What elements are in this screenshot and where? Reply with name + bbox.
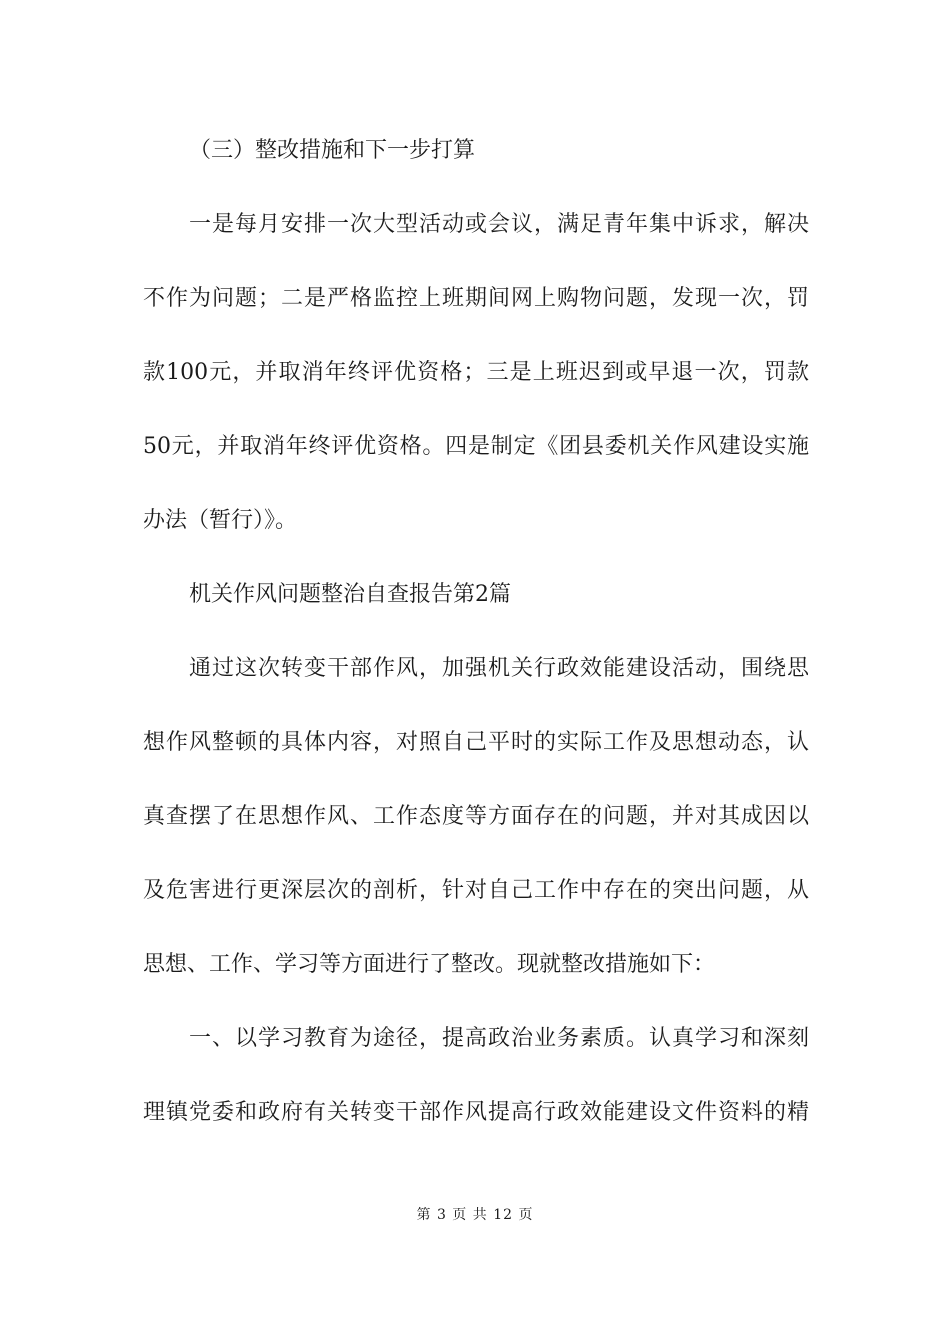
section-title: 机关作风问题整治自查报告第2篇 — [189, 582, 511, 607]
paragraph-line: 不作为问题；二是严格监控上班期间网上购物问题，发现一次，罚 — [143, 286, 809, 311]
paragraph-line: 一、以学习教育为途径，提高政治业务素质。认真学习和深刻 — [189, 1026, 809, 1051]
paragraph-line: 真查摆了在思想作风、工作态度等方面存在的问题，并对其成因以 — [143, 804, 809, 829]
paragraph-line: 办法（暂行）》。 — [143, 508, 298, 533]
paragraph-line: 想作风整顿的具体内容，对照自己平时的实际工作及思想动态，认 — [143, 730, 809, 755]
paragraph-line: 及危害进行更深层次的剖析，针对自己工作中存在的突出问题，从 — [143, 878, 809, 903]
page-number-footer: 第 3 页 共 12 页 — [416, 1207, 534, 1223]
paragraph-line: 款100元，并取消年终评优资格；三是上班迟到或早退一次，罚款 — [143, 360, 809, 385]
subsection-heading: （三）整改措施和下一步打算 — [189, 138, 476, 163]
paragraph-line: 思想、工作、学习等方面进行了整改。现就整改措施如下： — [143, 952, 716, 977]
paragraph-line: 一是每月安排一次大型活动或会议，满足青年集中诉求，解决 — [189, 212, 809, 237]
paragraph-line: 通过这次转变干部作风，加强机关行政效能建设活动，围绕思 — [189, 656, 809, 681]
paragraph-line: 理镇党委和政府有关转变干部作风提高行政效能建设文件资料的精 — [143, 1100, 809, 1125]
paragraph-line: 50元，并取消年终评优资格。四是制定《团县委机关作风建设实施 — [143, 434, 809, 459]
